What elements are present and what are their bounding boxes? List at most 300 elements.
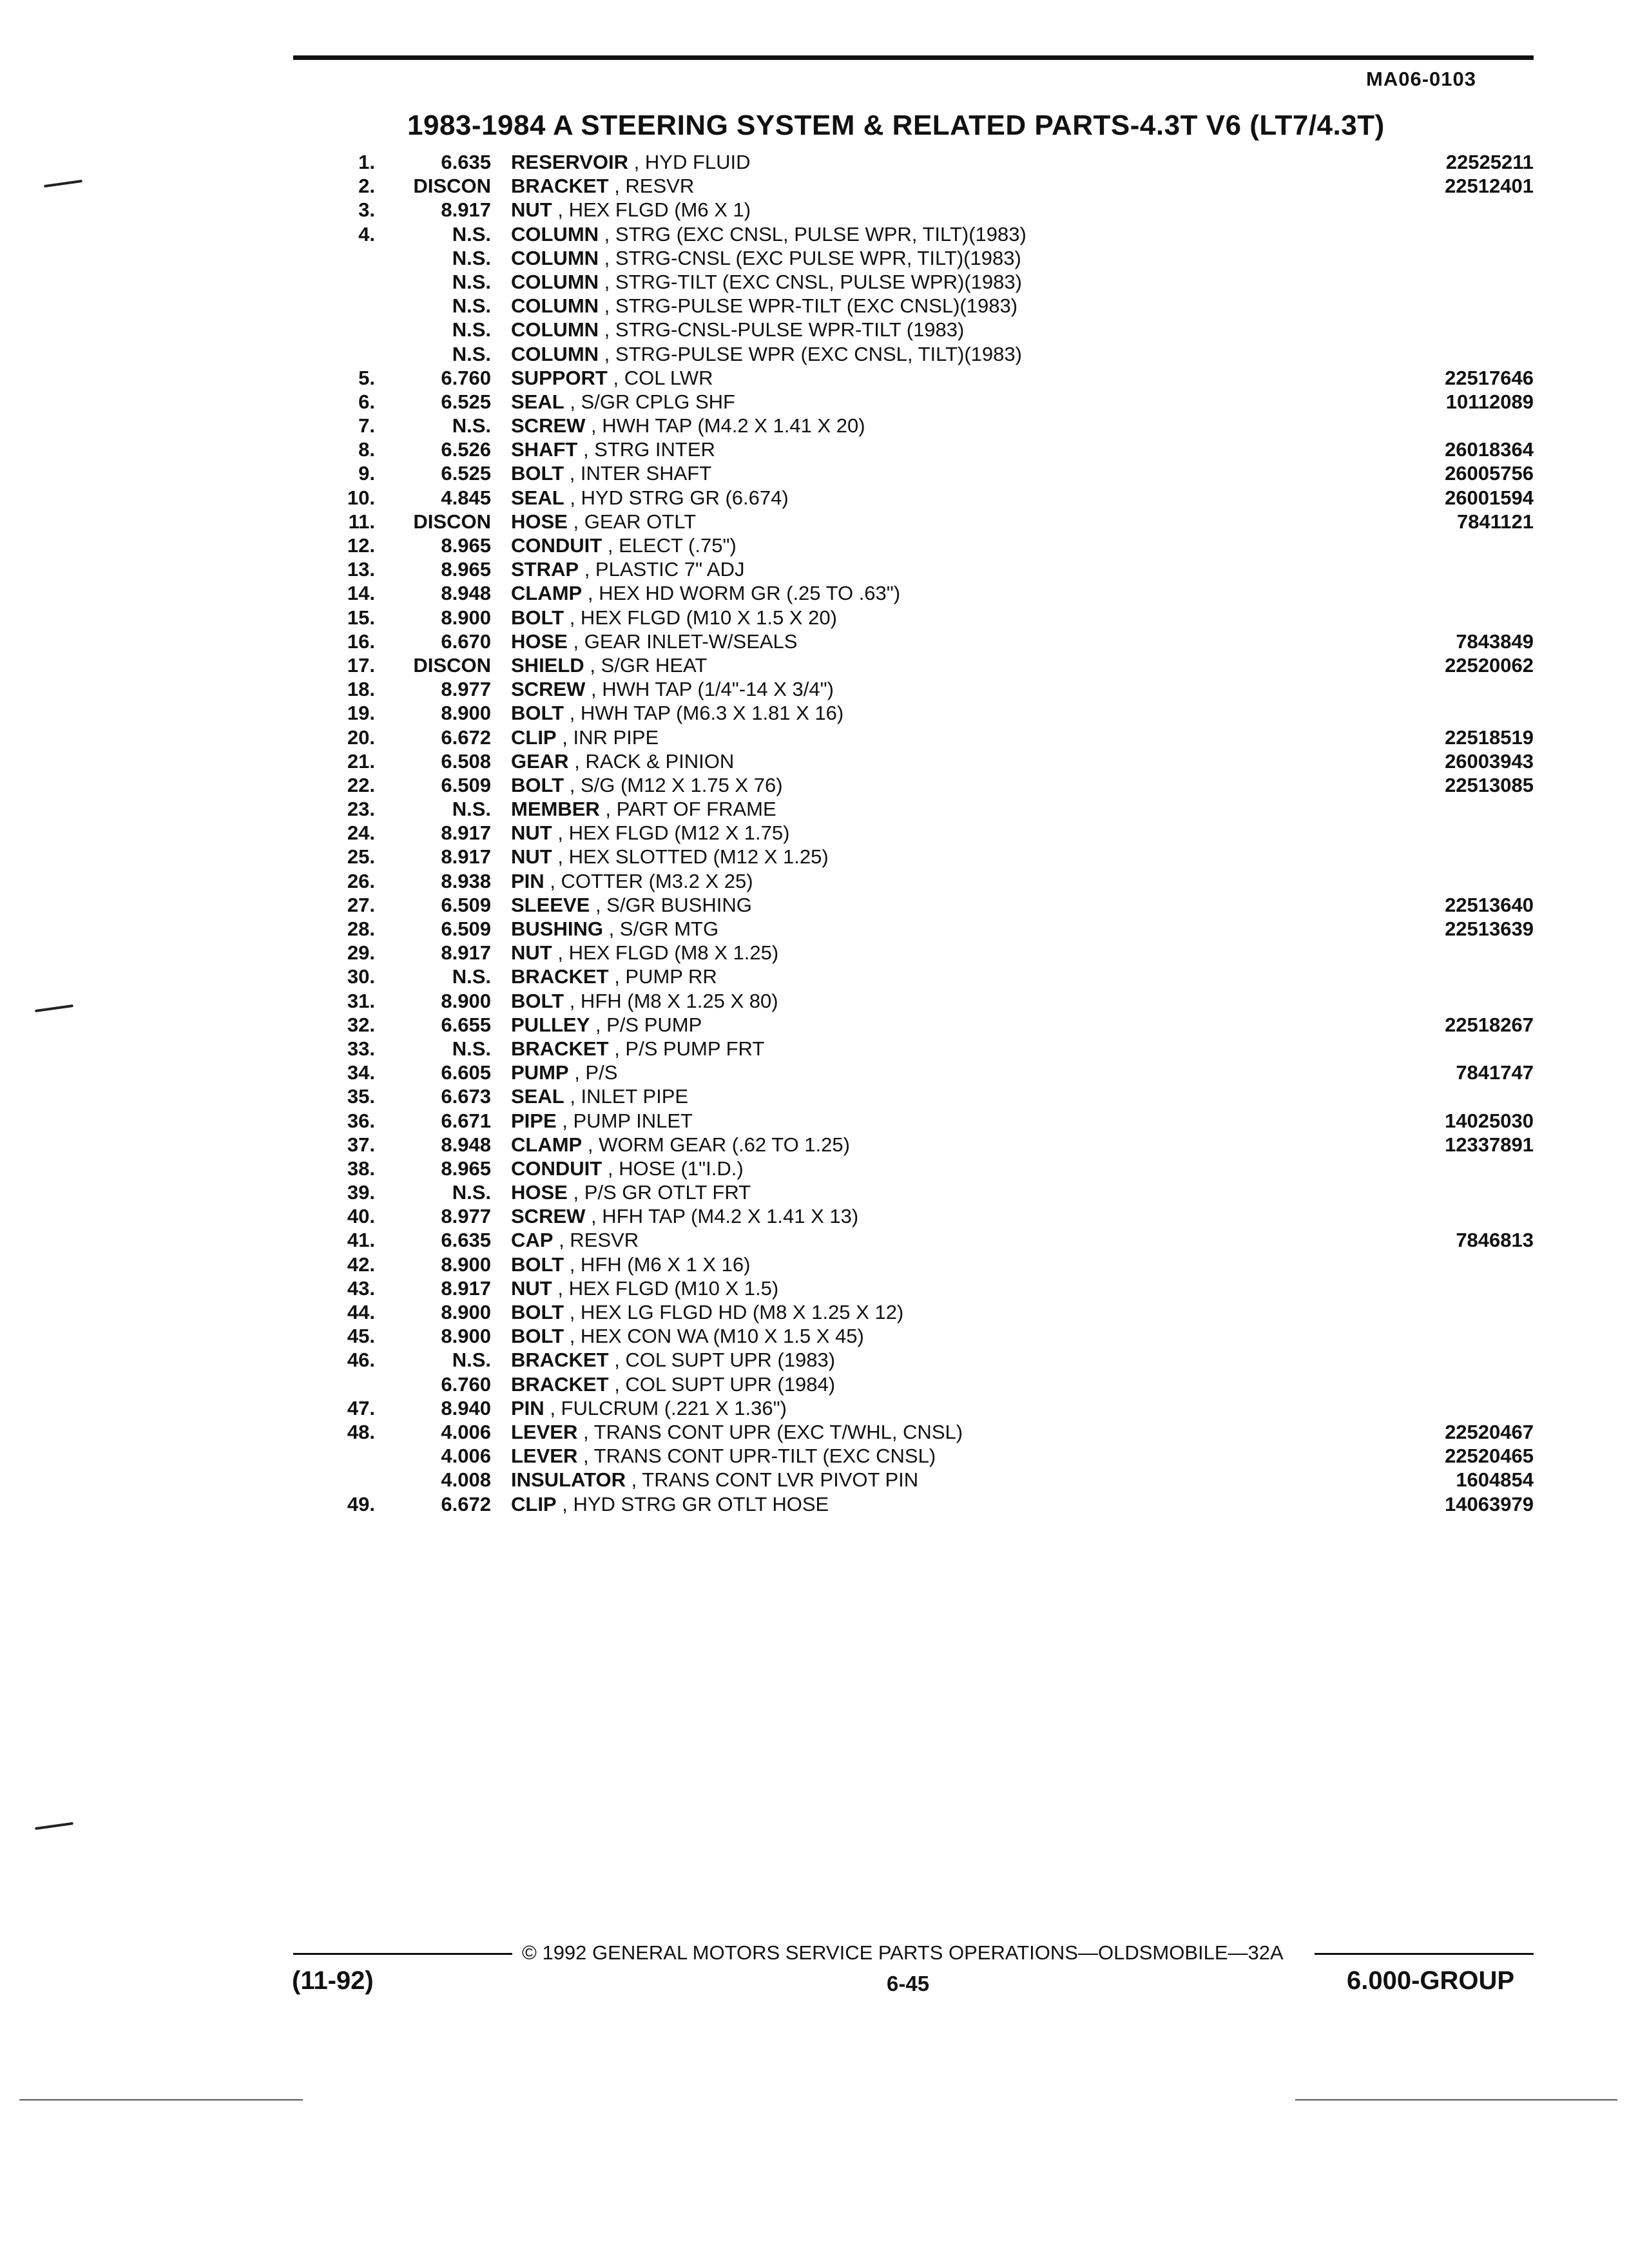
- parts-row: [0, 1468, 1629, 1492]
- part-description: [511, 989, 787, 1013]
- item-number: 17.: [347, 653, 375, 677]
- item-number: 37.: [347, 1133, 375, 1156]
- part-description: [511, 965, 726, 988]
- part-name: BRACKET: [511, 175, 609, 198]
- part-detail: , STRG (EXC CNSL, PULSE WPR, TILT)(1983): [604, 222, 1027, 245]
- part-name: PIPE: [511, 1109, 557, 1132]
- group-number: N.S.: [452, 1181, 491, 1204]
- parts-row: [0, 1300, 1629, 1324]
- part-name: COLUMN: [511, 246, 599, 269]
- group-number: 8.948: [441, 582, 491, 605]
- group-number: 4.845: [441, 486, 491, 509]
- group-number: 8.900: [441, 989, 491, 1012]
- part-detail: , ELECT (.75"): [607, 534, 737, 557]
- part-name: BRACKET: [511, 1037, 609, 1060]
- group-number: 6.655: [441, 1013, 491, 1036]
- group-number: 8.900: [441, 702, 491, 725]
- part-name: SHIELD: [511, 653, 584, 677]
- part-description: [511, 797, 786, 821]
- part-number: 7846813: [1456, 1229, 1534, 1252]
- item-number: 47.: [347, 1396, 375, 1419]
- parts-row: [0, 1084, 1629, 1108]
- part-description: [511, 1061, 626, 1084]
- parts-row: [0, 869, 1629, 893]
- item-number: 1.: [358, 151, 375, 173]
- part-name: NUT: [511, 845, 552, 869]
- group-number: 8.965: [441, 558, 491, 581]
- parts-row: [0, 294, 1629, 318]
- part-description: [511, 893, 761, 917]
- part-name: BOLT: [511, 773, 564, 796]
- parts-row: [0, 606, 1629, 629]
- part-description: [511, 701, 853, 725]
- group-number: N.S.: [452, 1037, 491, 1060]
- part-description: [511, 1180, 760, 1204]
- group-number: 8.900: [441, 1301, 491, 1323]
- group-number: 8.917: [441, 198, 491, 222]
- part-detail: , S/GR MTG: [608, 918, 719, 940]
- part-number: 22520467: [1445, 1420, 1534, 1443]
- group-number: N.S.: [452, 318, 491, 341]
- part-description: [511, 1109, 702, 1133]
- part-name: BOLT: [511, 1325, 564, 1348]
- parts-row: [0, 198, 1629, 222]
- part-name: CAP: [511, 1229, 554, 1252]
- part-description: [511, 821, 798, 845]
- part-number: 22518267: [1445, 1013, 1534, 1036]
- punch-hole-mark: [35, 1822, 73, 1830]
- parts-row: [0, 1133, 1629, 1157]
- group-number: 6.671: [441, 1109, 491, 1132]
- parts-row: [0, 701, 1629, 725]
- parts-row: [0, 366, 1629, 390]
- item-number: 45.: [347, 1325, 375, 1348]
- part-description: [511, 533, 746, 557]
- group-number: N.S.: [452, 798, 491, 821]
- part-detail: , HEX FLGD (M6 X 1): [557, 198, 751, 222]
- part-detail: , COTTER (M3.2 X 25): [550, 869, 753, 892]
- part-description: [511, 150, 760, 174]
- part-name: SHAFT: [511, 438, 578, 461]
- part-detail: , PUMP RR: [614, 965, 717, 988]
- part-name: RESERVOIR: [511, 151, 629, 173]
- parts-row: [0, 533, 1629, 557]
- part-detail: , TRANS CONT UPR-TILT (EXC CNSL): [583, 1445, 936, 1468]
- parts-row: [0, 342, 1629, 366]
- item-number: 19.: [347, 702, 375, 725]
- part-name: SCREW: [511, 1205, 586, 1228]
- parts-row: [0, 414, 1629, 437]
- part-description: [511, 390, 744, 414]
- parts-row: [0, 1253, 1629, 1276]
- part-number: 22525211: [1445, 151, 1534, 173]
- group-number: DISCON: [413, 510, 491, 533]
- parts-row: [0, 437, 1629, 461]
- part-number: 12337891: [1445, 1133, 1534, 1156]
- item-number: 32.: [347, 1013, 375, 1036]
- group-number: 8.900: [441, 606, 491, 629]
- parts-row: [0, 1180, 1629, 1204]
- part-detail: , RESVR: [559, 1229, 639, 1252]
- scan-edge-line: [19, 2099, 303, 2100]
- parts-row: [0, 917, 1629, 941]
- item-number: 7.: [358, 414, 375, 437]
- part-description: [511, 773, 792, 797]
- part-description: [511, 941, 787, 965]
- parts-row: [0, 1109, 1629, 1133]
- copyright-line: © 1992 GENERAL MOTORS SERVICE PARTS OPERATIONS—OLDSMOBILE—32A: [522, 1941, 1284, 1964]
- group-number: 8.917: [441, 941, 491, 965]
- group-number: 6.509: [441, 893, 491, 916]
- part-name: GEAR: [511, 749, 569, 773]
- part-description: [511, 294, 1027, 318]
- part-name: BUSHING: [511, 918, 603, 940]
- parts-row: [0, 222, 1629, 246]
- part-detail: , HYD STRG GR OTLT HOSE: [562, 1492, 829, 1515]
- page-title: 1983-1984 A STEERING SYSTEM & RELATED PARTS-4.3T V6 (LT7/4.3T): [407, 110, 1385, 141]
- part-detail: , HEX FLGD (M10 X 1.5 X 20): [569, 606, 837, 629]
- part-description: [511, 246, 1030, 270]
- part-description: [511, 1492, 838, 1516]
- part-detail: , HWH TAP (M4.2 X 1.41 X 20): [591, 414, 865, 437]
- part-name: BOLT: [511, 1301, 564, 1323]
- part-description: [511, 318, 973, 341]
- parts-row: [0, 1157, 1629, 1180]
- item-number: 23.: [347, 798, 375, 821]
- parts-row: [0, 821, 1629, 845]
- item-number: 20.: [347, 726, 375, 749]
- part-detail: , STRG-CNSL (EXC PULSE WPR, TILT)(1983): [604, 246, 1021, 269]
- group-number: 8.917: [441, 1276, 491, 1300]
- part-name: SUPPORT: [511, 366, 608, 389]
- part-detail: , P/S PUMP FRT: [614, 1037, 765, 1060]
- parts-row: [0, 150, 1629, 174]
- part-name: BRACKET: [511, 1372, 609, 1396]
- part-name: BOLT: [511, 1253, 564, 1276]
- parts-row: [0, 557, 1629, 581]
- group-number: 6.635: [441, 1229, 491, 1252]
- parts-list: [0, 150, 1629, 1516]
- item-number: 2.: [358, 175, 375, 198]
- group-number: 8.900: [441, 1253, 491, 1276]
- parts-row: [0, 1013, 1629, 1037]
- item-number: 24.: [347, 822, 375, 845]
- part-name: BOLT: [511, 702, 564, 725]
- part-description: [511, 198, 760, 222]
- part-detail: , STRG-CNSL-PULSE WPR-TILT (1983): [604, 318, 965, 341]
- parts-row: [0, 318, 1629, 341]
- part-number: 26005756: [1445, 462, 1534, 485]
- part-description: [511, 677, 843, 701]
- part-name: INSULATOR: [511, 1468, 626, 1492]
- group-number: 6.670: [441, 629, 491, 653]
- part-number: 22513085: [1445, 773, 1534, 796]
- parts-row: [0, 1061, 1629, 1084]
- part-number: 7841121: [1457, 510, 1534, 533]
- part-description: [511, 1372, 844, 1396]
- part-number: 7843849: [1456, 629, 1534, 653]
- part-description: [511, 366, 722, 390]
- item-number: 5.: [358, 366, 375, 389]
- part-detail: , FULCRUM (.221 X 1.36"): [550, 1396, 787, 1419]
- part-detail: , HEX FLGD (M12 X 1.75): [557, 822, 790, 845]
- group-number: N.S.: [452, 342, 491, 365]
- parts-row: [0, 845, 1629, 869]
- parts-row: [0, 653, 1629, 677]
- part-name: CLIP: [511, 726, 557, 749]
- group-number: 4.008: [441, 1468, 491, 1492]
- part-number: 26018364: [1445, 438, 1534, 461]
- part-name: STRAP: [511, 558, 579, 581]
- part-detail: , COL SUPT UPR (1984): [614, 1372, 836, 1396]
- part-name: SCREW: [511, 414, 586, 437]
- item-number: 34.: [347, 1061, 375, 1084]
- part-name: CLAMP: [511, 1133, 583, 1156]
- group-number: DISCON: [413, 653, 491, 677]
- part-description: [511, 1348, 844, 1372]
- date-code: (11-92): [292, 1966, 374, 1995]
- part-description: [511, 557, 753, 581]
- item-number: 3.: [358, 198, 375, 222]
- item-number: 26.: [347, 869, 375, 892]
- part-description: [511, 1420, 972, 1444]
- parts-row: [0, 629, 1629, 653]
- group-number: N.S.: [452, 1349, 491, 1372]
- part-name: NUT: [511, 198, 552, 222]
- group-number: 8.965: [441, 1157, 491, 1180]
- part-detail: , HYD STRG GR (6.674): [570, 486, 789, 509]
- part-name: COLUMN: [511, 342, 599, 365]
- group-number: DISCON: [413, 175, 491, 198]
- group-number: N.S.: [452, 965, 491, 988]
- parts-row: [0, 510, 1629, 533]
- group-number: 8.940: [441, 1396, 491, 1419]
- group-number: 8.977: [441, 678, 491, 701]
- group-number: 6.760: [441, 1372, 491, 1396]
- group-number: N.S.: [452, 294, 491, 318]
- group-number: 4.006: [441, 1445, 491, 1468]
- part-detail: , GEAR OTLT: [573, 510, 697, 533]
- group-number: 8.938: [441, 869, 491, 892]
- item-number: 8.: [358, 438, 375, 461]
- part-detail: , STRG INTER: [583, 438, 715, 461]
- group-number: N.S.: [452, 270, 491, 293]
- part-detail: , P/S GR OTLT FRT: [573, 1181, 751, 1204]
- part-name: SEAL: [511, 390, 564, 413]
- part-name: NUT: [511, 1276, 552, 1300]
- part-name: COLUMN: [511, 318, 599, 341]
- part-detail: , S/GR BUSHING: [595, 893, 752, 916]
- group-number: 8.917: [441, 822, 491, 845]
- document-code: MA06-0103: [1366, 68, 1476, 90]
- part-name: PIN: [511, 869, 545, 892]
- part-detail: , HOSE (1"I.D.): [607, 1157, 744, 1180]
- parts-row: [0, 1324, 1629, 1348]
- parts-row: [0, 486, 1629, 510]
- part-detail: , WORM GEAR (.62 TO 1.25): [587, 1133, 850, 1156]
- part-name: SEAL: [511, 1085, 564, 1108]
- parts-row: [0, 1276, 1629, 1300]
- part-description: [511, 1253, 760, 1276]
- part-detail: , HEX SLOTTED (M12 X 1.25): [557, 845, 829, 869]
- part-name: LEVER: [511, 1445, 578, 1468]
- part-name: NUT: [511, 822, 552, 845]
- part-description: [511, 1228, 648, 1252]
- parts-row: [0, 893, 1629, 917]
- part-description: [511, 629, 806, 653]
- part-detail: , GEAR INLET-W/SEALS: [573, 629, 798, 653]
- part-name: BOLT: [511, 989, 564, 1012]
- group-number: N.S.: [452, 414, 491, 437]
- part-description: [511, 222, 1036, 246]
- parts-row: [0, 1228, 1629, 1252]
- group-number: 6.509: [441, 773, 491, 796]
- part-name: BRACKET: [511, 965, 609, 988]
- parts-row: [0, 1372, 1629, 1396]
- part-number: 10112089: [1445, 390, 1534, 413]
- part-detail: , HWH TAP (1/4"-14 X 3/4"): [591, 678, 834, 701]
- part-name: PIN: [511, 1396, 545, 1419]
- part-description: [511, 1037, 773, 1061]
- part-detail: , STRG-PULSE WPR-TILT (EXC CNSL)(1983): [604, 294, 1018, 318]
- parts-row: [0, 941, 1629, 965]
- part-number: 26003943: [1445, 749, 1534, 773]
- part-detail: , PLASTIC 7" ADJ: [584, 558, 745, 581]
- item-number: 27.: [347, 893, 375, 916]
- part-description: [511, 414, 874, 437]
- footer-rule-left: [293, 1953, 512, 1955]
- part-name: SEAL: [511, 486, 564, 509]
- group-number: 8.948: [441, 1133, 491, 1156]
- item-number: 43.: [347, 1276, 375, 1300]
- page-number: 6-45: [887, 1972, 930, 1995]
- part-detail: , P/S: [574, 1061, 618, 1084]
- part-number: 22520062: [1445, 653, 1534, 677]
- part-description: [511, 845, 838, 869]
- item-number: 25.: [347, 845, 375, 869]
- part-number: 22513640: [1445, 893, 1534, 916]
- item-number: 30.: [347, 965, 375, 988]
- parts-row: [0, 390, 1629, 414]
- group-number: 6.525: [441, 390, 491, 413]
- item-number: 14.: [347, 582, 375, 605]
- part-detail: , PART OF FRAME: [605, 798, 776, 821]
- part-detail: , STRG-PULSE WPR (EXC CNSL, TILT)(1983): [604, 342, 1022, 365]
- group-number: 8.977: [441, 1205, 491, 1228]
- item-number: 21.: [347, 749, 375, 773]
- part-description: [511, 726, 668, 749]
- part-description: [511, 1468, 927, 1492]
- part-detail: , HFH TAP (M4.2 X 1.41 X 13): [591, 1205, 859, 1228]
- part-detail: , S/GR CPLG SHF: [570, 390, 735, 413]
- part-description: [511, 486, 798, 510]
- parts-row: [0, 749, 1629, 773]
- group-number: 6.525: [441, 462, 491, 485]
- parts-row: [0, 773, 1629, 797]
- item-number: 22.: [347, 773, 375, 796]
- item-number: 29.: [347, 941, 375, 965]
- item-number: 31.: [347, 989, 375, 1012]
- part-detail: , HFH (M8 X 1.25 X 80): [569, 989, 778, 1012]
- part-name: HOSE: [511, 1181, 568, 1204]
- scan-edge-line: [1295, 2099, 1617, 2100]
- part-name: CLIP: [511, 1492, 557, 1515]
- item-number: 35.: [347, 1085, 375, 1108]
- part-description: [511, 1133, 859, 1157]
- part-number: 22517646: [1445, 366, 1534, 389]
- part-detail: , TRANS CONT UPR (EXC T/WHL, CNSL): [583, 1420, 963, 1443]
- item-number: 42.: [347, 1253, 375, 1276]
- item-number: 4.: [358, 222, 375, 245]
- part-description: [511, 749, 743, 773]
- parts-row: [0, 270, 1629, 294]
- parts-row: [0, 1396, 1629, 1420]
- part-description: [511, 1276, 787, 1300]
- item-number: 6.: [358, 390, 375, 413]
- part-name: COLUMN: [511, 270, 599, 293]
- part-name: PULLEY: [511, 1013, 590, 1036]
- part-name: BOLT: [511, 462, 564, 485]
- part-description: [511, 581, 909, 605]
- group-number: 6.508: [441, 749, 491, 773]
- parts-row: [0, 1348, 1629, 1372]
- part-detail: , HEX FLGD (M8 X 1.25): [557, 941, 779, 965]
- part-detail: , INLET PIPE: [570, 1085, 689, 1108]
- part-detail: , RESVR: [614, 175, 695, 198]
- item-number: 36.: [347, 1109, 375, 1132]
- group-number: 6.672: [441, 1492, 491, 1515]
- parts-row: [0, 246, 1629, 270]
- group-number: 6.760: [441, 366, 491, 389]
- part-number: 1604854: [1456, 1468, 1534, 1492]
- part-name: BRACKET: [511, 1349, 609, 1372]
- part-name: BOLT: [511, 606, 564, 629]
- part-detail: , STRG-TILT (EXC CNSL, PULSE WPR)(1983): [604, 270, 1022, 293]
- part-description: [511, 1204, 867, 1228]
- part-number: 14063979: [1445, 1492, 1534, 1515]
- part-description: [511, 1157, 753, 1180]
- parts-row: [0, 1420, 1629, 1444]
- part-name: NUT: [511, 941, 552, 965]
- item-number: 12.: [347, 534, 375, 557]
- part-name: CONDUIT: [511, 1157, 602, 1180]
- part-description: [511, 510, 705, 533]
- part-name: SLEEVE: [511, 893, 590, 916]
- item-number: 18.: [347, 678, 375, 701]
- item-number: 49.: [347, 1492, 375, 1515]
- group-number: 6.672: [441, 726, 491, 749]
- part-detail: , HYD FLUID: [633, 151, 751, 173]
- group-number: N.S.: [452, 246, 491, 269]
- group-number: N.S.: [452, 222, 491, 245]
- part-description: [511, 606, 846, 629]
- part-description: [511, 461, 720, 485]
- part-name: MEMBER: [511, 798, 600, 821]
- group-number: 6.509: [441, 918, 491, 940]
- parts-row: [0, 1204, 1629, 1228]
- item-number: 16.: [347, 629, 375, 653]
- part-description: [511, 270, 1031, 294]
- parts-row: [0, 726, 1629, 749]
- part-description: [511, 1084, 697, 1108]
- part-detail: , HEX FLGD (M10 X 1.5): [557, 1276, 779, 1300]
- parts-row: [0, 461, 1629, 485]
- part-detail: , S/GR HEAT: [590, 653, 708, 677]
- group-number: 6.526: [441, 438, 491, 461]
- part-detail: , PUMP INLET: [562, 1109, 693, 1132]
- item-number: 48.: [347, 1420, 375, 1443]
- parts-row: [0, 797, 1629, 821]
